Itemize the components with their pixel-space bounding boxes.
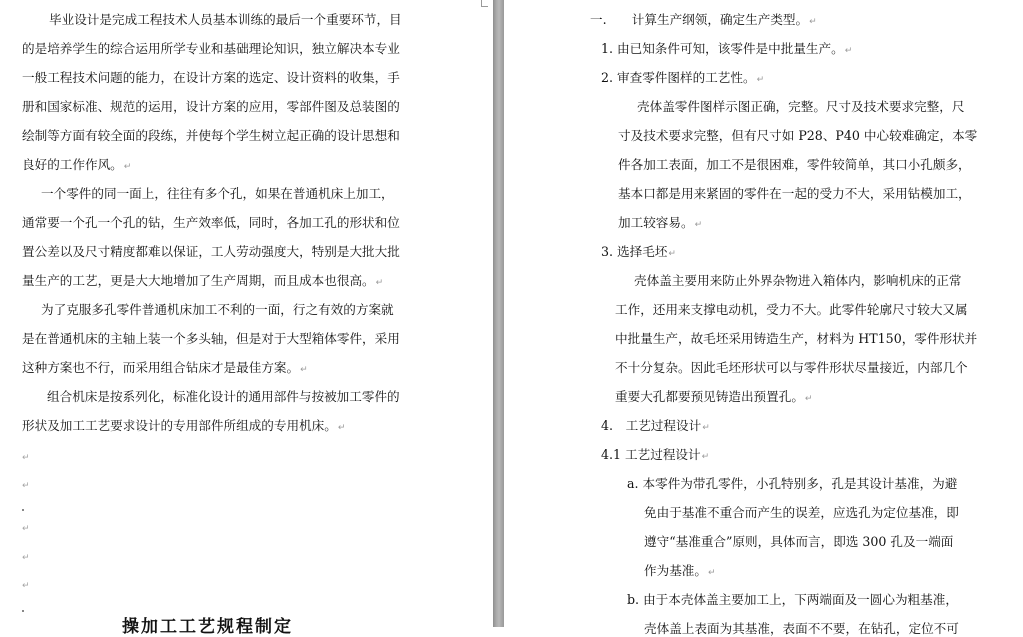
text-line: 这种方案也不行，而采用组合钻床才是最佳方案。↵	[22, 360, 308, 375]
empty-paragraph-mark: ↵	[22, 481, 30, 491]
text-line: 加工较容易。↵	[618, 215, 703, 230]
lettered-item: b. 由于本壳体盖主要加工上，下两端面及一圆心为粗基准，	[627, 592, 958, 607]
paragraph-mark: ↵	[702, 423, 710, 433]
paragraph-mark: ↵	[707, 568, 716, 578]
text-line: 工作，还用来支撑电动机，受力不大。此零件轮廓尺寸较大又属	[615, 302, 968, 317]
numbered-item: 1. 由已知条件可知，该零件是中批量生产。↵	[601, 41, 853, 56]
paragraph-mark: ↵	[804, 394, 813, 404]
subsection-heading: 4.1 工艺过程设计↵	[601, 447, 710, 462]
text-line: 基本口都是用来紧固的零件在一起的受力不大，采用钻模加工，	[618, 186, 971, 201]
text-line: 一个零件的同一面上，往往有多个孔，如果在普通机床上加工，	[41, 186, 394, 201]
text-line: 寸及技术要求完整，但有尺寸如 P28、P40 中心较难确定，本零	[618, 128, 978, 143]
section-heading: 一. 计算生产纲领，确定生产类型。↵	[590, 12, 817, 27]
text-line: 毕业设计是完成工程技术人员基本训练的最后一个重要环节，目	[49, 12, 402, 27]
text-line: 作为基准。↵	[644, 563, 716, 578]
page-gutter	[493, 0, 504, 627]
numbered-item: 3. 选择毛坯↵	[601, 244, 676, 259]
paragraph-mark: ↵	[701, 452, 710, 462]
text-line: 重要大孔都要预见铸造出预置孔。↵	[615, 389, 813, 404]
text-line: 的是培养学生的综合运用所学专业和基础理论知识，独立解决本专业	[22, 41, 400, 56]
right-document-page	[504, 0, 1023, 636]
text-line: 册和国家标准、规范的运用，设计方案的应用，零部件图及总装图的	[22, 99, 400, 114]
text-line: 一般工程技术问题的能力，在设计方案的选定、设计资料的收集，手	[22, 70, 400, 85]
paragraph-mark: ↵	[694, 220, 703, 230]
paragraph-mark: ↵	[809, 17, 817, 27]
text-line: 良好的工作作风。↵	[22, 157, 132, 172]
paragraph-mark: ↵	[844, 46, 853, 56]
paragraph-mark: ↵	[337, 423, 346, 433]
page-corner-mark	[481, 0, 488, 7]
text-line: 壳体盖主要用来防止外界杂物进入箱体内，影响机床的正常	[634, 273, 962, 288]
left-document-page	[0, 0, 493, 637]
paragraph-mark: ↵	[123, 162, 132, 172]
numbered-item: 4. 工艺过程设计↵	[601, 418, 710, 433]
paragraph-mark: ↵	[756, 75, 765, 85]
text-line: 组合机床是按系列化，标准化设计的通用部件与按被加工零件的	[47, 389, 400, 404]
text-line: 壳体盖上表面为其基准，表面不不要，在钻孔，定位不可	[644, 621, 959, 636]
text-line: 免由于基准不重合而产生的误差，应选孔为定位基准，即	[644, 505, 959, 520]
empty-paragraph-mark: ↵	[22, 581, 30, 591]
text-line: 中批量生产，故毛坯采用铸造生产，材料为 HT150，零件形状并	[615, 331, 978, 346]
text-line: 为了克服多孔零件普通机床加工不利的一面，行之有效的方案就	[41, 302, 394, 317]
text-line: 置公差以及尺寸精度都难以保证，工人劳动强度大，特别是大批大批	[22, 244, 400, 259]
text-line: 壳体盖零件图样示图正确，完整。尺寸及技术要求完整，尺	[637, 99, 965, 114]
text-line: 件各加工表面，加工不是很困难，零件较简单，其口小孔颇多，	[618, 157, 971, 172]
empty-paragraph-dot	[22, 610, 24, 612]
empty-paragraph-mark: ↵	[22, 524, 30, 534]
text-line: 形状及加工工艺要求设计的专用部件所组成的专用机床。↵	[22, 418, 346, 433]
paragraph-mark: ↵	[668, 249, 676, 259]
lettered-item: a. 本零件为带孔零件，小孔特别多，孔是其设计基准，为避	[627, 476, 958, 491]
text-line: 是在普通机床的主轴上装一个多头轴，但是对于大型箱体零件，采用	[22, 331, 400, 346]
paragraph-mark: ↵	[375, 278, 384, 288]
empty-paragraph-dot	[22, 509, 24, 511]
numbered-item: 2. 审查零件图样的工艺性。↵	[601, 70, 765, 85]
empty-paragraph-mark: ↵	[22, 553, 30, 563]
text-line: 绘制等方面有较全面的段练，并使每个学生树立起正确的设计思想和	[22, 128, 400, 143]
paragraph-mark: ↵	[300, 365, 308, 375]
text-line: 通常要一个孔一个孔的钻，生产效率低，同时，各加工孔的形状和位	[22, 215, 400, 230]
text-line: 不十分复杂。因此毛坯形状可以与零件形状尽量接近，内部几个	[615, 360, 968, 375]
empty-paragraph-mark: ↵	[22, 453, 30, 463]
chapter-heading: 操加工工艺规程制定	[122, 617, 293, 637]
text-line: 遵守“基准重合”原则，具体而言，即选 300 孔及一端面	[644, 534, 954, 549]
text-line: 量生产的工艺，更是大大地增加了生产周期，而且成本也很高。↵	[22, 273, 384, 288]
